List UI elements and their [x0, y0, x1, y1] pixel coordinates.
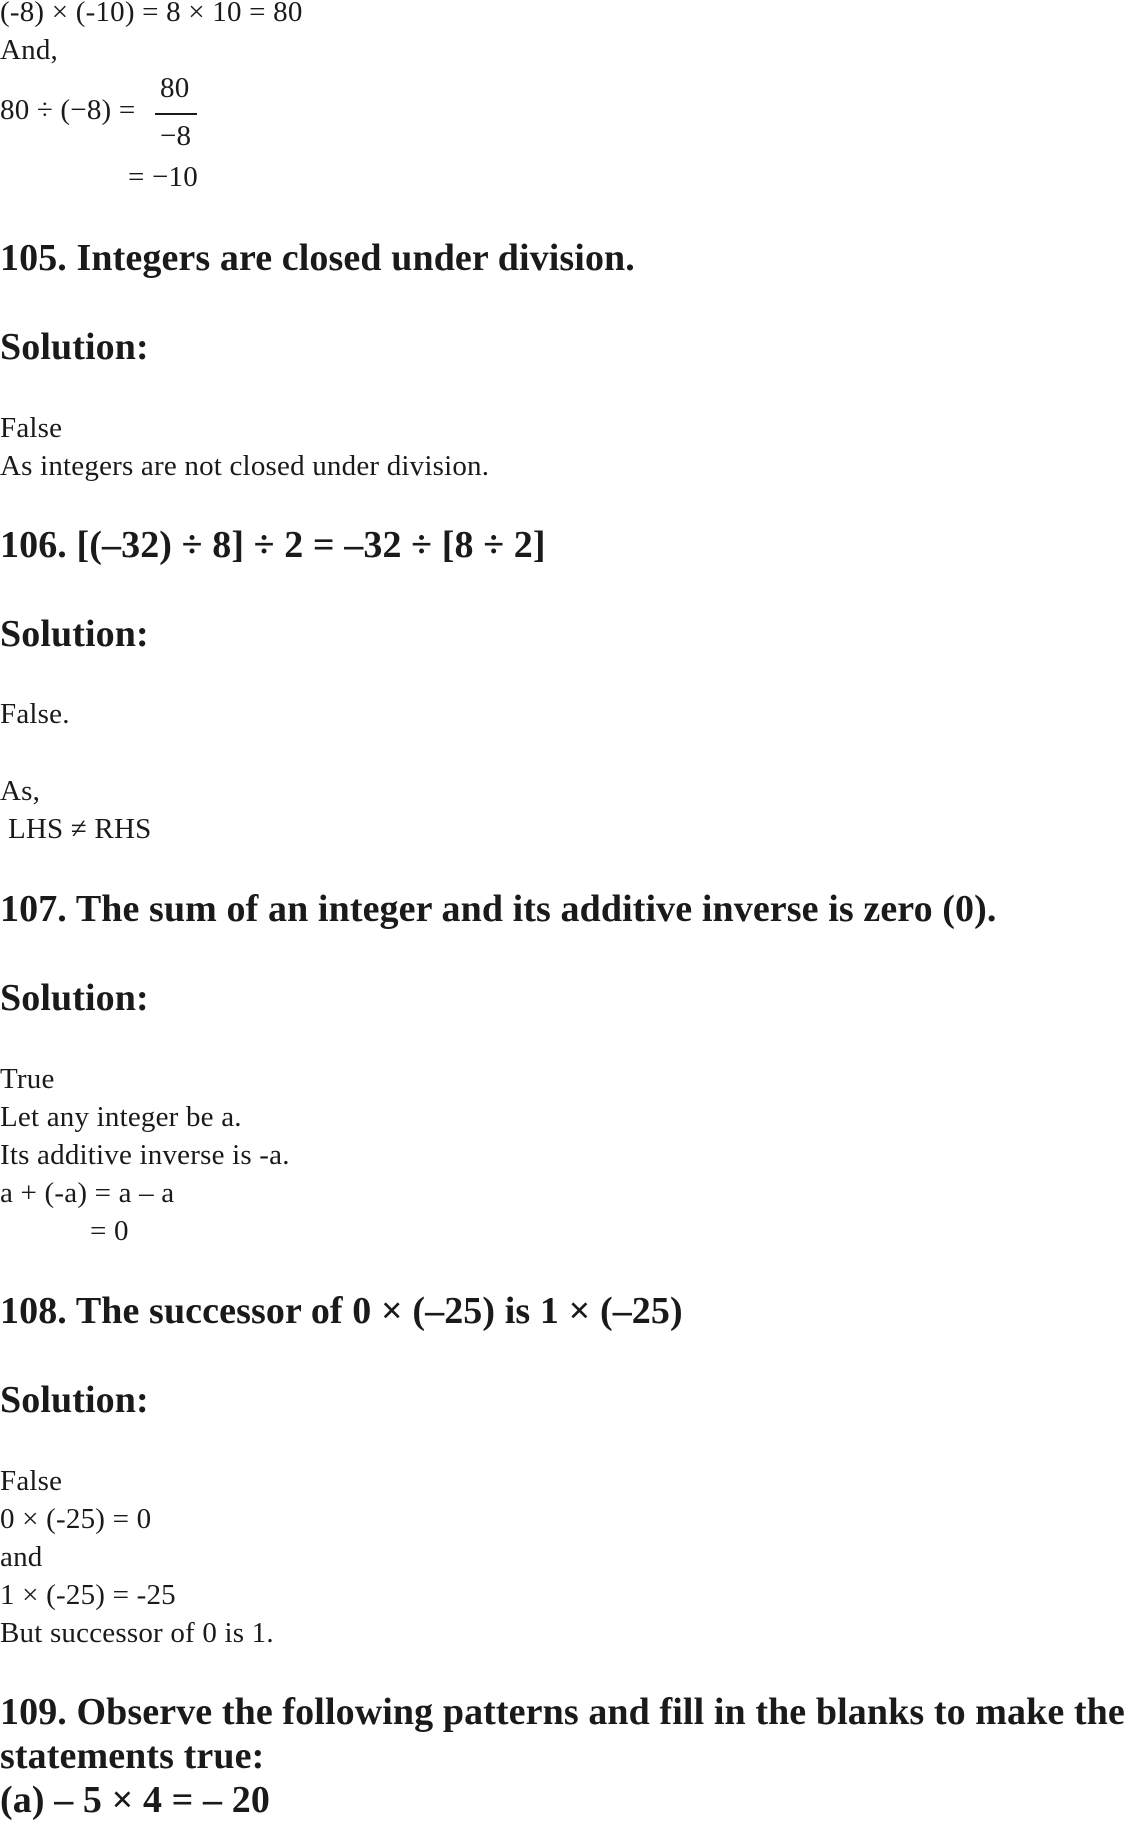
question-105-explanation: As integers are not closed under division. [0, 450, 490, 482]
intro-and: And, [0, 34, 58, 66]
question-108-line-2: 0 × (-25) = 0 [0, 1503, 152, 1535]
fraction-numerator: 80 [160, 72, 190, 104]
question-106-solution-label: Solution: [0, 613, 149, 655]
question-107-line-2: Let any integer be a. [0, 1101, 242, 1133]
fraction-bar [155, 113, 197, 115]
question-107-line-3: Its additive inverse is -a. [0, 1139, 290, 1171]
question-108-line-4: 1 × (-25) = -25 [0, 1579, 176, 1611]
question-108-line-5: But successor of 0 is 1. [0, 1617, 274, 1649]
intro-line-1: (-8) × (-10) = 8 × 10 = 80 [0, 0, 303, 28]
question-106-heading: 106. [(–32) ÷ 8] ÷ 2 = –32 ÷ [8 ÷ 2] [0, 524, 546, 566]
question-106-lhs-rhs: LHS ≠ RHS [8, 813, 152, 845]
question-109-part-a: (a) – 5 × 4 = – 20 [0, 1779, 270, 1821]
question-108-heading: 108. The successor of 0 × (–25) is 1 × (–25) [0, 1290, 683, 1332]
question-107-line-4: a + (-a) = a – a [0, 1177, 175, 1209]
question-105-heading: 105. Integers are closed under division. [0, 237, 635, 279]
question-107-answer: True [0, 1063, 55, 1095]
division-result: = −10 [128, 161, 198, 193]
question-108-line-3: and [0, 1541, 43, 1573]
division-expression: 80 ÷ (−8) = [0, 94, 136, 126]
question-107-solution-label: Solution: [0, 977, 149, 1019]
question-108-solution-label: Solution: [0, 1379, 149, 1421]
question-108-answer: False [0, 1465, 63, 1497]
question-109-heading-line-1: 109. Observe the following patterns and fill in the blanks to make the [0, 1691, 1125, 1733]
question-107-heading: 107. The sum of an integer and its additive inverse is zero (0). [0, 888, 997, 930]
question-107-line-5: = 0 [90, 1215, 129, 1247]
fraction-denominator: −8 [160, 120, 192, 152]
question-106-answer: False. [0, 698, 70, 730]
question-106-as: As, [0, 775, 41, 807]
question-105-solution-label: Solution: [0, 326, 149, 368]
question-105-answer: False [0, 412, 63, 444]
question-109-heading-line-2: statements true: [0, 1735, 265, 1777]
